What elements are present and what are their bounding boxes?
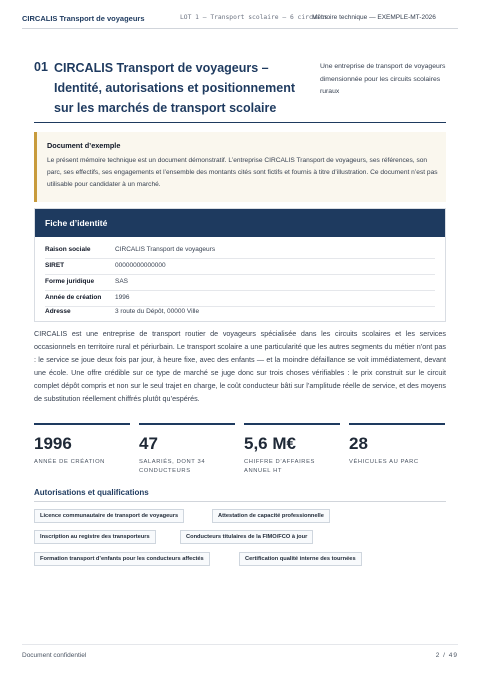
- stat-value: 5,6 M€: [244, 434, 296, 453]
- identity-label: Adresse: [45, 308, 71, 315]
- qualification-chip: Licence communautaire de transport de voyageurs: [34, 509, 184, 523]
- footer-divider: [22, 644, 458, 645]
- identity-card-header: [35, 209, 445, 237]
- notice-title: Document d’exemple: [47, 141, 121, 150]
- stat-vehicles: [349, 423, 445, 483]
- qualification-chip: Formation transport d’enfants pour les conducteurs affectés: [34, 552, 210, 566]
- identity-value: CIRCALIS Transport de voyageurs: [115, 246, 216, 253]
- identity-value: 1996: [115, 294, 130, 301]
- identity-row: [45, 305, 435, 323]
- stat-revenue: [244, 423, 340, 483]
- footer-confidential: Document confidentiel: [22, 652, 87, 659]
- section-summary: Une entreprise de transport de voyageurs dimensionnée pour les circuits scolaires ruraux: [320, 63, 446, 95]
- header-divider: [22, 28, 458, 29]
- stat-bar: [244, 423, 340, 425]
- authorizations-title: Autorisations et qualifications: [34, 488, 149, 497]
- authorizations-divider: [34, 501, 446, 502]
- header-lot: LOT 1 — Transport scolaire — 6 circuits: [180, 14, 328, 21]
- notice-body: Le présent mémoire technique est un document démonstratif. L’entreprise CIRCALIS Transport de voyageurs, ses références, son parc, ses effectifs, ses engagements et l’ensemble des montants cités sont fictifs et fournis à titre d’illustration. Ce document n’est pas utilisable pour candidater à un marché.: [47, 157, 438, 188]
- stat-label: ANNÉE DE CRÉATION: [34, 459, 105, 465]
- example-notice: [34, 132, 446, 202]
- stat-bar: [349, 423, 445, 425]
- identity-value: 3 route du Dépôt, 00000 Ville: [115, 308, 200, 315]
- page-header: [0, 0, 480, 34]
- header-company: CIRCALIS Transport de voyageurs: [22, 14, 145, 23]
- identity-label: Année de création: [45, 294, 102, 301]
- section-number: 01: [34, 60, 48, 74]
- page-number: 2 / 49: [435, 652, 458, 659]
- stat-value: 1996: [34, 434, 72, 453]
- section-divider: [34, 122, 446, 123]
- stat-label: CHIFFRE D’AFFAIRES ANNUEL HT: [244, 459, 316, 474]
- key-figures: [34, 423, 446, 483]
- section-title: CIRCALIS Transport de voyageurs – Identité, autorisations et positionnement sur les marchés de transport scolaire: [54, 61, 295, 115]
- stat-value: 47: [139, 434, 158, 453]
- stat-label: VÉHICULES AU PARC: [349, 459, 419, 465]
- stat-label: SALARIÉS, DONT 34 CONDUCTEURS: [139, 459, 206, 474]
- stat-founding-year: [34, 423, 130, 483]
- stat-value: 28: [349, 434, 368, 453]
- header-doc-ref: Mémoire technique — EXEMPLE-MT-2026: [312, 14, 436, 21]
- qualification-chip: Conducteurs titulaires de la FIMO/FCO à jour: [180, 530, 313, 544]
- identity-label: Forme juridique: [45, 278, 95, 285]
- identity-card-title: Fiche d’identité: [45, 218, 108, 228]
- qualification-chip: Certification qualité interne des tournées: [239, 552, 362, 566]
- qualification-chip: Inscription au registre des transporteurs: [34, 530, 156, 544]
- identity-card: [34, 208, 446, 322]
- identity-label: SIRET: [45, 262, 65, 269]
- identity-value: SAS: [115, 278, 129, 285]
- qualification-chip: Attestation de capacité professionnelle: [212, 509, 330, 523]
- stat-employees: [139, 423, 235, 483]
- identity-label: Raison sociale: [45, 246, 91, 253]
- identity-value: 00000000000000: [115, 262, 166, 269]
- company-description: CIRCALIS est une entreprise de transport routier de voyageurs spécialisée dans les circuits scolaires et les services occasionnels en territoire rural et périurbain. Le transport scolaire a une particularité que les autres segments du métier n’ont pas : le service se joue deux fois par jour, à heure fixe, avec des enfants — et la moindre défaillance se voit immédiatement, devant une école. Une offre crédible sur ce type de marché se juge donc sur trois choses vérifiables : le prix construit sur le circuit complet dépôt compris et non sur le seul trajet en charge, le coût conducteur bâti sur l’amplitude réelle de service, et des moyens de substitution réellement chiffrés plutôt qu’espérés.: [34, 329, 446, 403]
- stat-bar: [34, 423, 130, 425]
- stat-bar: [139, 423, 235, 425]
